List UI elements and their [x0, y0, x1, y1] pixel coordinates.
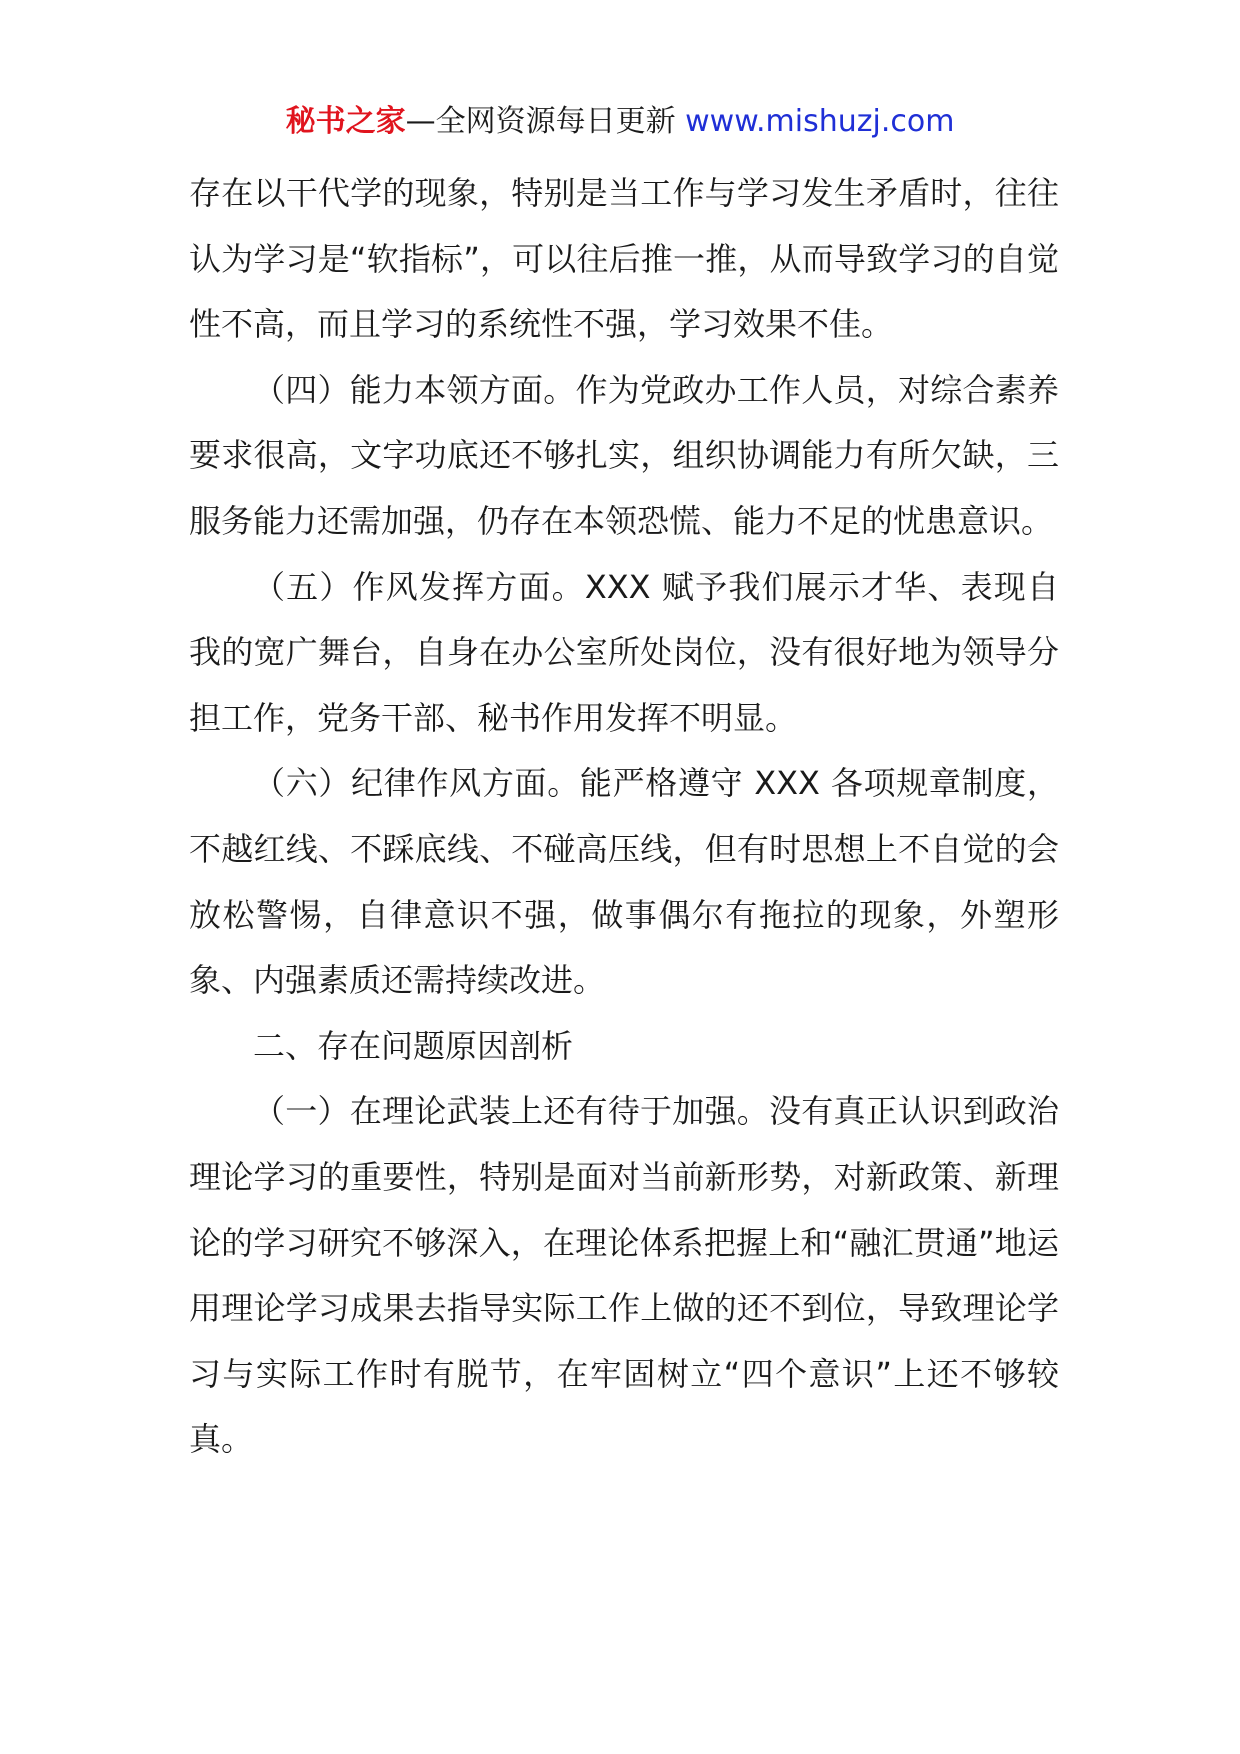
site-url-link[interactable]: www.mishuzj.com: [685, 104, 955, 139]
page-header: [0, 100, 1240, 144]
paragraph-cause-1: （一）在理论武装上还有待于加强。没有真正认识到政治理论学习的重要性，特别是面对当前新形势，对新政策、新理论的学习研究不够深入，在理论体系把握上和“融汇贯通”地运用理论学习成果去指导实际工作上做的还不到位，导致理论学习与实际工作时有脱节，在牢固树立“四个意识”上还不够较真。: [189, 1092, 1059, 1459]
paragraph-section-6: （六）纪律作风方面。能严格遵守 XXX 各项规章制度，不越红线、不踩底线、不碰高压线，但有时思想上不自觉的会放松警惕，自律意识不强，做事偶尔有拖拉的现象，外塑形象、内强素质还需持续改进。: [189, 764, 1059, 1000]
paragraph-continuation: 存在以干代学的现象，特别是当工作与学习发生矛盾时，往往认为学习是“软指标”，可以往后推一推，从而导致学习的自觉性不高，而且学习的系统性不强，学习效果不佳。: [189, 174, 1059, 344]
paragraph-section-4: （四）能力本领方面。作为党政办工作人员，对综合素养要求很高，文字功底还不够扎实，组织协调能力有所欠缺，三服务能力还需加强，仍存在本领恐慌、能力不足的忧患意识。: [189, 370, 1059, 540]
header-tagline: —全网资源每日更新: [405, 104, 676, 139]
document-body: [189, 161, 1059, 1473]
brand-name: 秘书之家: [285, 104, 406, 139]
section-heading-cause-analysis: 二、存在问题原因剖析: [253, 1026, 574, 1065]
paragraph-section-5: （五）作风发挥方面。XXX 赋予我们展示才华、表现自我的宽广舞台，自身在办公室所处岗位，没有很好地为领导分担工作，党务干部、秘书作用发挥不明显。: [189, 567, 1059, 737]
